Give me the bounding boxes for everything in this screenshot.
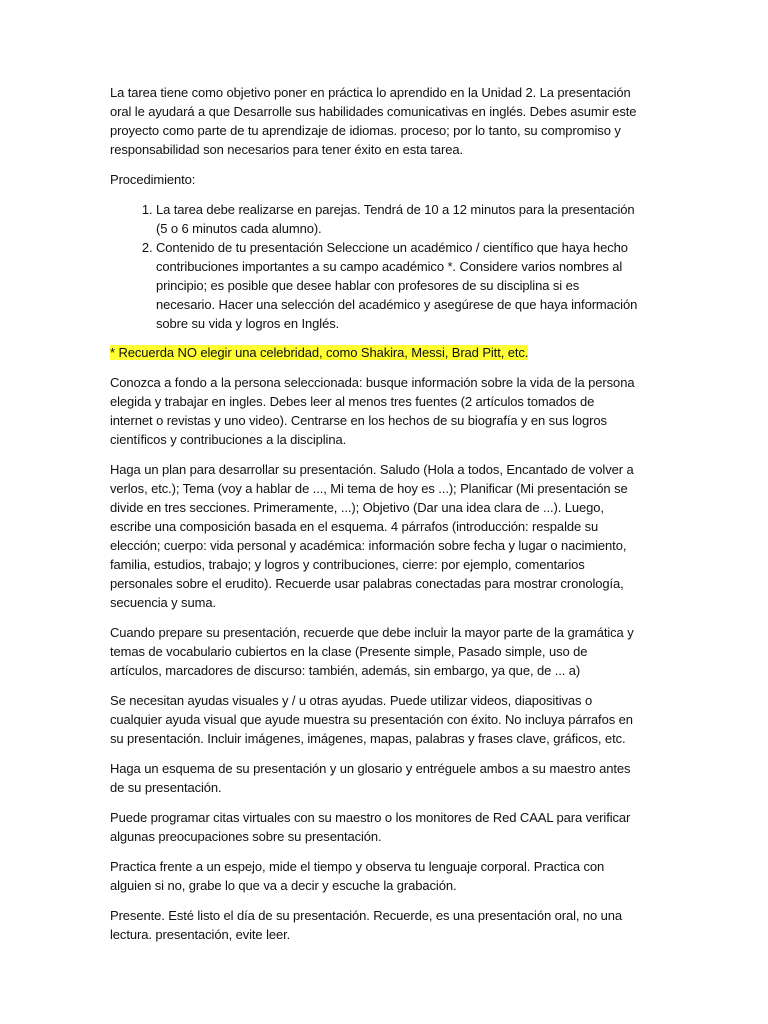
document-body bbox=[110, 83, 640, 955]
paragraph-plan: Haga un plan para desarrollar su presentación. Saludo (Hola a todos, Encantado de volver a verlos, etc.); Tema (voy a hablar de ..., Mi tema de hoy es ...); Planificar (Mi presentación se divide en tres secciones. Primeramente, ...); Objetivo (Dar una idea clara de ...). Luego, escribe una composición basada en el esquema. 4 párrafos (introducción: respalde su elección; cuerpo: vida personal y académica: información sobre fecha y lugar o nacimiento, familia, estudios, trabajo; y logros y contribuciones, cierre: por ejemplo, comentarios personales sobre el erudito). Recuerde usar palabras conectadas para mostrar cronología, secuencia y suma. bbox=[110, 462, 634, 610]
paragraph-practice: Practica frente a un espejo, mide el tiempo y observa tu lenguaje corporal. Practica con alguien si no, grabe lo que va a decir y escuche la grabación. bbox=[110, 859, 605, 893]
intro-paragraph: La tarea tiene como objetivo poner en práctica lo aprendido en la Unidad 2. La presentación oral le ayudará a que Desarrolle sus habilidades comunicativas en inglés. Debes asumir este proyecto como parte de tu aprendizaje de idiomas. proceso; por lo tanto, su compromiso y responsabilidad son necesarios para tener éxito en esta tarea. bbox=[110, 85, 637, 157]
paragraph-present: Presente. Esté listo el día de su presentación. Recuerde, es una presentación oral, no una lectura. presentación, evite leer. bbox=[110, 908, 623, 942]
procedure-steps-list bbox=[110, 200, 640, 333]
procedure-step-1: 1. La tarea debe realizarse en parejas. Tendrá de 10 a 12 minutos para la presentación (5 o 6 minutos cada alumno). bbox=[156, 200, 640, 238]
procedure-step-2: 2. Contenido de tu presentación Seleccione un académico / científico que haya hecho contribuciones importantes a su campo académico *. Considere varios nombres al principio; es posible que desee hablar con profesores de su disciplina si es necesario. Hacer una selección del académico y asegúrese de que haya información sobre su vida y logros en Inglés. bbox=[156, 238, 640, 333]
paragraph-grammar: Cuando prepare su presentación, recuerde que debe incluir la mayor parte de la gramática y temas de vocabulario cubiertos en la clase (Presente simple, Pasado simple, uso de artículos, marcadores de discurso: también, además, sin embargo, ya que, de ... a) bbox=[110, 625, 634, 678]
procedure-heading: Procedimiento: bbox=[110, 172, 196, 187]
paragraph-visual-aids: Se necesitan ayudas visuales y / u otras ayudas. Puede utilizar videos, diapositivas o cualquier ayuda visual que ayude muestra su presentación con éxito. No incluya párrafos en su presentación. Incluir imágenes, imágenes, mapas, palabras y frases clave, gráficos, etc. bbox=[110, 693, 633, 746]
highlighted-note: * Recuerda NO elegir una celebridad, como Shakira, Messi, Brad Pitt, etc. bbox=[110, 345, 529, 360]
highlight-note-line bbox=[110, 343, 640, 362]
paragraph-virtual-appointments: Puede programar citas virtuales con su maestro o los monitores de Red CAAL para verificar algunas preocupaciones sobre su presentación. bbox=[110, 810, 631, 844]
paragraph-outline: Haga un esquema de su presentación y un glosario y entréguele ambos a su maestro antes de su presentación. bbox=[110, 761, 631, 795]
paragraph-research: Conozca a fondo a la persona seleccionada: busque información sobre la vida de la persona elegida y trabajar en ingles. Debes leer al menos tres fuentes (2 artículos tomados de internet o revistas y uno video). Centrarse en los hechos de su biografía y en sus logros científicos y contribuciones a la disciplina. bbox=[110, 375, 635, 447]
